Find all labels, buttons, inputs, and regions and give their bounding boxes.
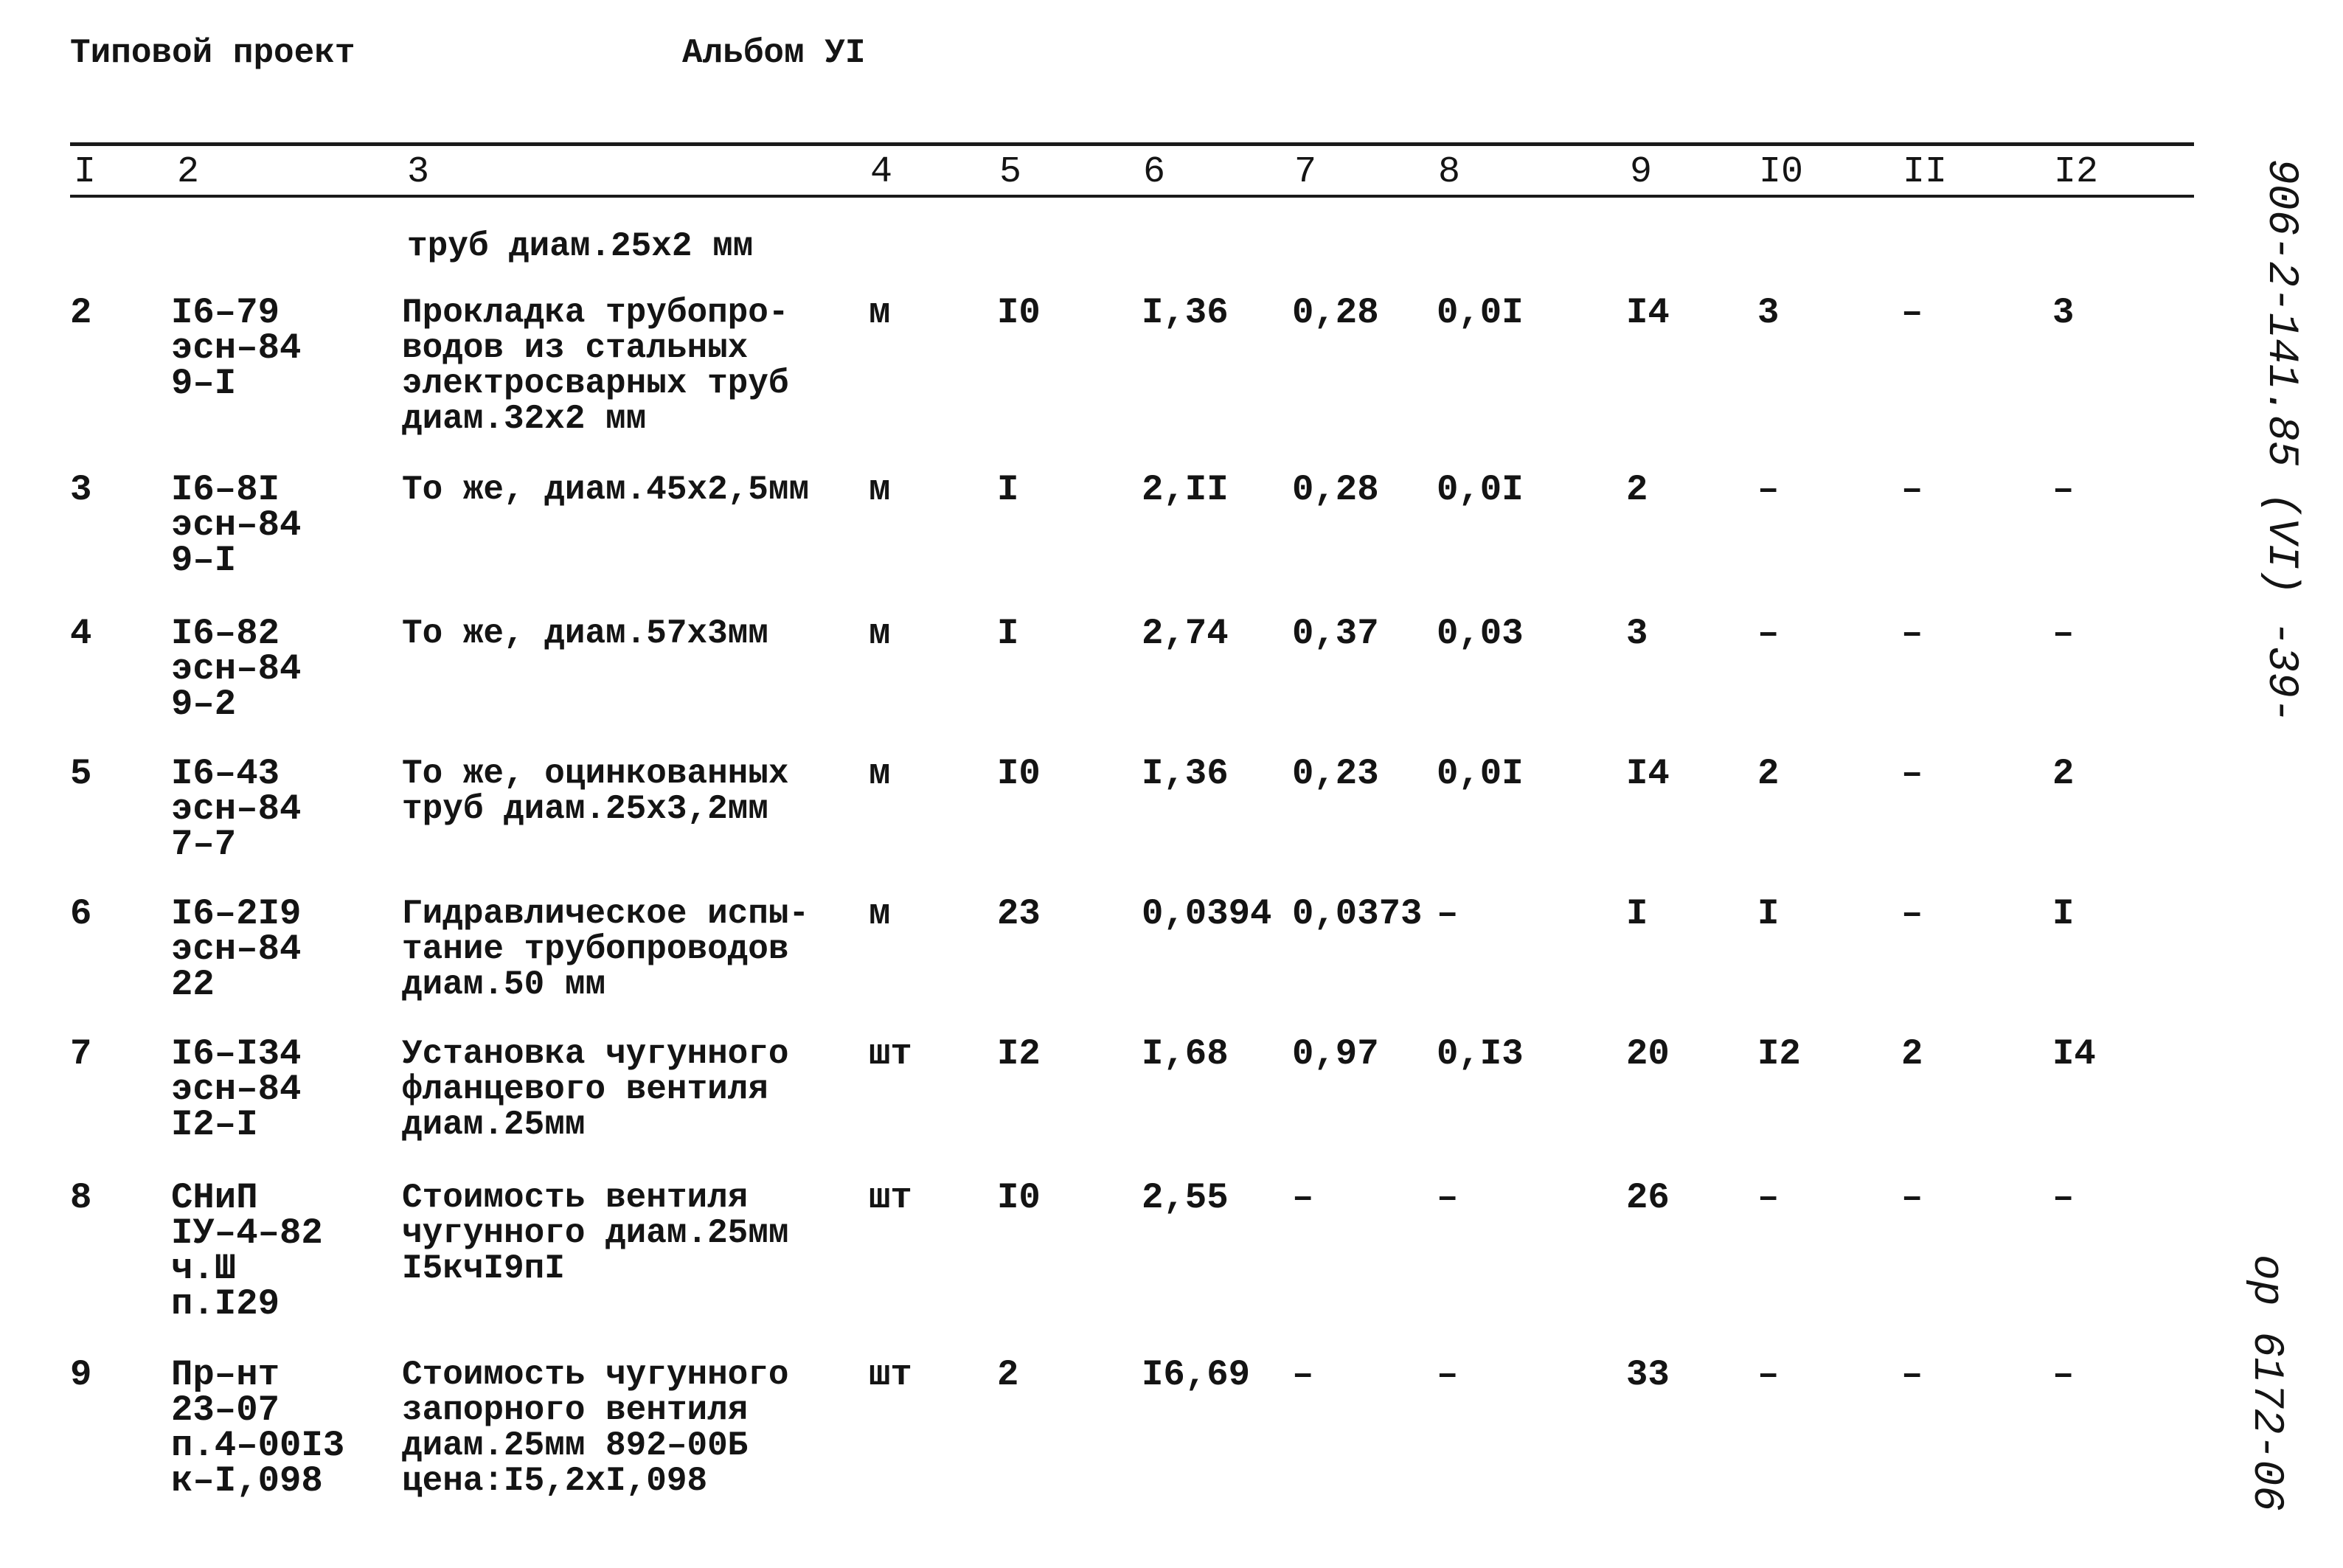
col-7-value: – — [1292, 1354, 1314, 1395]
unit: м — [869, 469, 891, 510]
margin-note-top: 906-2-141.85 (VI) -39- — [2257, 159, 2305, 724]
col-9-value: I4 — [1626, 753, 1670, 794]
work-description: Стоимость вентиля чугунного диам.25мм I5кчI9пI — [402, 1179, 789, 1288]
col-7-value: 0,28 — [1292, 469, 1379, 510]
col-11-value: – — [1901, 1177, 1923, 1218]
col-12-value: 2 — [2052, 753, 2075, 794]
col-5-value: I2 — [997, 1033, 1041, 1075]
col-10-value: I2 — [1757, 1033, 1801, 1075]
col-6-value: I6,69 — [1142, 1354, 1251, 1395]
col-12-value: – — [2052, 469, 2075, 510]
col-5-value: I0 — [997, 292, 1041, 333]
col-6-value: 2,55 — [1142, 1177, 1229, 1218]
col-header-12: I2 — [2054, 151, 2099, 193]
col-11-value: 2 — [1901, 1033, 1923, 1075]
col-8-value: 0,I3 — [1437, 1033, 1524, 1075]
col-7-value: – — [1292, 1177, 1314, 1218]
norm-code: I6–8I эсн–84 9–I — [171, 469, 302, 581]
work-description: Установка чугунного фланцевого вентиля диам.25мм — [402, 1035, 789, 1144]
row-number: 8 — [70, 1177, 92, 1218]
unit: м — [869, 613, 891, 654]
work-description: То же, диам.45х2,5мм — [402, 471, 810, 509]
col-8-value: – — [1437, 1177, 1459, 1218]
col-header-5: 5 — [999, 151, 1022, 193]
project-label: Типовой проект — [70, 34, 355, 72]
col-11-value: – — [1901, 613, 1923, 654]
row-number: 9 — [70, 1354, 92, 1395]
unit: м — [869, 292, 891, 333]
norm-code: Пр–нт 23–07 п.4–00I3 к–I,098 — [171, 1354, 345, 1502]
col-8-value: 0,03 — [1437, 613, 1524, 654]
unit: шт — [869, 1354, 912, 1395]
norm-code: I6–82 эсн–84 9–2 — [171, 613, 302, 725]
col-5-value: 23 — [997, 893, 1041, 934]
col-12-value: – — [2052, 1354, 2075, 1395]
col-header-3: 3 — [407, 151, 430, 193]
col-12-value: – — [2052, 613, 2075, 654]
col-header-2: 2 — [177, 151, 200, 193]
row-number: 6 — [70, 893, 92, 934]
unit: шт — [869, 1177, 912, 1218]
col-9-value: 3 — [1626, 613, 1648, 654]
col-5-value: 2 — [997, 1354, 1019, 1395]
col-header-9: 9 — [1630, 151, 1653, 193]
col-7-value: 0,23 — [1292, 753, 1379, 794]
col-10-value: – — [1757, 1177, 1780, 1218]
col-11-value: – — [1901, 1354, 1923, 1395]
col-12-value: 3 — [2052, 292, 2075, 333]
norm-code: I6–2I9 эсн–84 22 — [171, 893, 302, 1005]
col-6-value: I,36 — [1142, 753, 1229, 794]
col-10-value: 3 — [1757, 292, 1780, 333]
col-6-value: 2,74 — [1142, 613, 1229, 654]
col-5-value: I0 — [997, 1177, 1041, 1218]
work-description: То же, диам.57х3мм — [402, 614, 768, 653]
col-7-value: 0,0373 — [1292, 893, 1423, 934]
col-9-value: 20 — [1626, 1033, 1670, 1075]
row-number: 3 — [70, 469, 92, 510]
work-description: Стоимость чугунного запорного вентиля диам.25мм 892–00Б цена:I5,2хI,098 — [402, 1356, 789, 1500]
col-8-value: 0,0I — [1437, 292, 1524, 333]
col-10-value: – — [1757, 613, 1780, 654]
col-10-value: 2 — [1757, 753, 1780, 794]
margin-note-bottom: ор 6172-06 — [2242, 1254, 2290, 1512]
col-6-value: I,68 — [1142, 1033, 1229, 1075]
norm-code: СНиП IУ–4–82 ч.Ш п.I29 — [171, 1177, 323, 1325]
col-11-value: – — [1901, 893, 1923, 934]
work-description: Прокладка трубопро- водов из стальных электросварных труб диам.32х2 мм — [402, 294, 789, 438]
col-8-value: – — [1437, 1354, 1459, 1395]
table-top-rule — [70, 142, 2194, 146]
col-9-value: I4 — [1626, 292, 1670, 333]
row-number: 5 — [70, 753, 92, 794]
norm-code: I6–79 эсн–84 9–I — [171, 292, 302, 404]
col-header-4: 4 — [870, 151, 893, 193]
norm-code: I6–43 эсн–84 7–7 — [171, 753, 302, 865]
work-description: То же, оцинкованных труб диам.25х3,2мм — [402, 754, 789, 828]
col-6-value: I,36 — [1142, 292, 1229, 333]
col-5-value: I — [997, 469, 1019, 510]
album-label: Альбом УI — [682, 34, 866, 72]
col-11-value: – — [1901, 469, 1923, 510]
col-11-value: – — [1901, 753, 1923, 794]
col-10-value: I — [1757, 893, 1780, 934]
col-10-value: – — [1757, 469, 1780, 510]
row-number: 2 — [70, 292, 92, 333]
col-header-10: I0 — [1759, 151, 1804, 193]
col-header-11: II — [1903, 151, 1948, 193]
work-description: Гидравлическое испы- тание трубопроводов диам.50 мм — [402, 895, 810, 1004]
col-7-value: 0,37 — [1292, 613, 1379, 654]
col-6-value: 2,II — [1142, 469, 1229, 510]
col-12-value: – — [2052, 1177, 2075, 1218]
col-5-value: I0 — [997, 753, 1041, 794]
norm-code: I6–I34 эсн–84 I2–I — [171, 1033, 302, 1145]
table-header-rule — [70, 195, 2194, 198]
col-12-value: I4 — [2052, 1033, 2096, 1075]
col-header-8: 8 — [1438, 151, 1461, 193]
col-9-value: 33 — [1626, 1354, 1670, 1395]
col-8-value: 0,0I — [1437, 753, 1524, 794]
unit: шт — [869, 1033, 912, 1075]
col-11-value: – — [1901, 292, 1923, 333]
unit: м — [869, 893, 891, 934]
col-8-value: – — [1437, 893, 1459, 934]
col-7-value: 0,28 — [1292, 292, 1379, 333]
col-10-value: – — [1757, 1354, 1780, 1395]
unit: м — [869, 753, 891, 794]
row-number: 4 — [70, 613, 92, 654]
col-9-value: I — [1626, 893, 1648, 934]
col-7-value: 0,97 — [1292, 1033, 1379, 1075]
col-8-value: 0,0I — [1437, 469, 1524, 510]
col-header-6: 6 — [1143, 151, 1166, 193]
col-5-value: I — [997, 613, 1019, 654]
col-header-1: I — [74, 151, 97, 193]
row-number: 7 — [70, 1033, 92, 1075]
col-9-value: 26 — [1626, 1177, 1670, 1218]
col-12-value: I — [2052, 893, 2075, 934]
col-6-value: 0,0394 — [1142, 893, 1272, 934]
col-9-value: 2 — [1626, 469, 1648, 510]
col-header-7: 7 — [1294, 151, 1317, 193]
continuation-text: труб диам.25х2 мм — [407, 227, 754, 266]
